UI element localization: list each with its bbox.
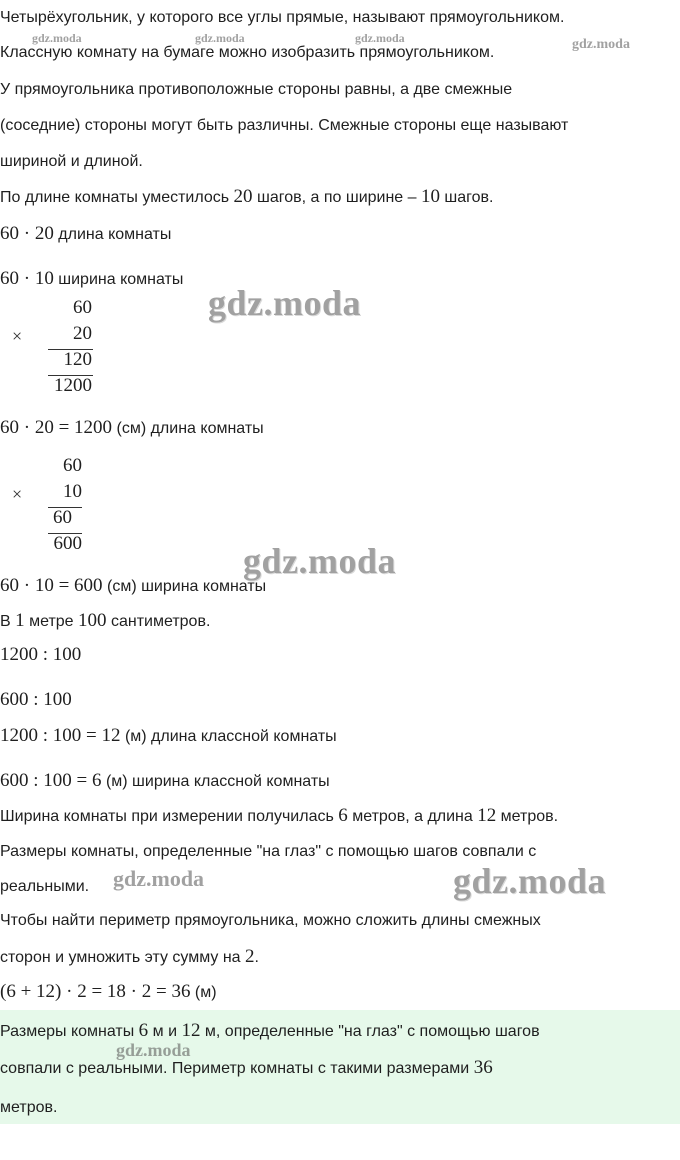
formula-line: 1200 : 100 = 12 (м) длина классной комнаты [0, 725, 337, 746]
product: 1200 [54, 375, 92, 396]
text-line: шириной и длиной. [0, 153, 143, 170]
partial-product: 120 [63, 349, 92, 370]
text-line: Чтобы найти периметр прямоугольника, можно сложить длины смежных [0, 912, 541, 929]
formula-line: 60 · 20 = 1200 (см) длина комнаты [0, 417, 264, 438]
watermark: gdz.moda [116, 1040, 191, 1060]
answer-line: Размеры комнаты 6 м и 12 м, определенные "на глаз" с помощью шагов [0, 1020, 540, 1041]
watermark: gdz.moda [453, 861, 607, 901]
multiply-sign: × [12, 484, 23, 504]
text-line: У прямоугольника противоположные стороны равны, а две смежные [0, 81, 513, 98]
factor: 60 [73, 297, 92, 318]
text-line: Ширина комнаты при измерении получилась 6 метров, а длина 12 метров. [0, 805, 559, 826]
formula-line: 60 · 10 = 600 (см) ширина комнаты [0, 575, 267, 596]
factor: 20 [73, 323, 92, 344]
text-line: (соседние) стороны могут быть различны. Смежные стороны еще называют [0, 117, 569, 134]
partial-product: 60 [53, 507, 72, 528]
answer-line: совпали с реальными. Периметр комнаты с такими размерами 36 [0, 1057, 493, 1078]
watermark: gdz.moda [243, 541, 397, 581]
formula-line: 60 · 20 длина комнаты [0, 223, 172, 244]
formula-line: 1200 : 100 [0, 644, 82, 665]
text-line: В 1 метре 100 сантиметров. [0, 610, 211, 631]
watermark: gdz.moda [572, 37, 630, 52]
multiply-sign: × [12, 326, 23, 346]
factor: 60 [63, 455, 82, 476]
text-line: Размеры комнаты, определенные "на глаз" с помощью шагов совпали с [0, 843, 537, 860]
formula-line: (6 + 12) · 2 = 18 · 2 = 36 (м) [0, 981, 217, 1002]
watermark: gdz.moda [113, 866, 205, 891]
text-line: По длине комнаты уместилось 20 шагов, а по ширине – 10 шагов. [0, 186, 494, 207]
text-line: Классную комнату на бумаге можно изобразить прямоугольником. [0, 44, 495, 61]
product: 600 [53, 533, 82, 554]
text-line: Четырёхугольник, у которого все углы прямые, называют прямоугольником. [0, 9, 565, 26]
answer-line: метров. [0, 1099, 58, 1116]
factor: 10 [63, 481, 82, 502]
formula-line: 60 · 10 ширина комнаты [0, 268, 184, 289]
watermark: gdz.moda [32, 31, 82, 45]
formula-line: 600 : 100 = 6 (м) ширина классной комнаты [0, 770, 330, 791]
watermark: gdz.moda [355, 31, 405, 45]
answer-box [0, 1010, 680, 1124]
watermark: gdz.moda [195, 31, 245, 45]
text-line: реальными. [0, 878, 90, 895]
watermark: gdz.moda [208, 283, 362, 323]
text-line: сторон и умножить эту сумму на 2. [0, 946, 259, 967]
formula-line: 600 : 100 [0, 689, 72, 710]
